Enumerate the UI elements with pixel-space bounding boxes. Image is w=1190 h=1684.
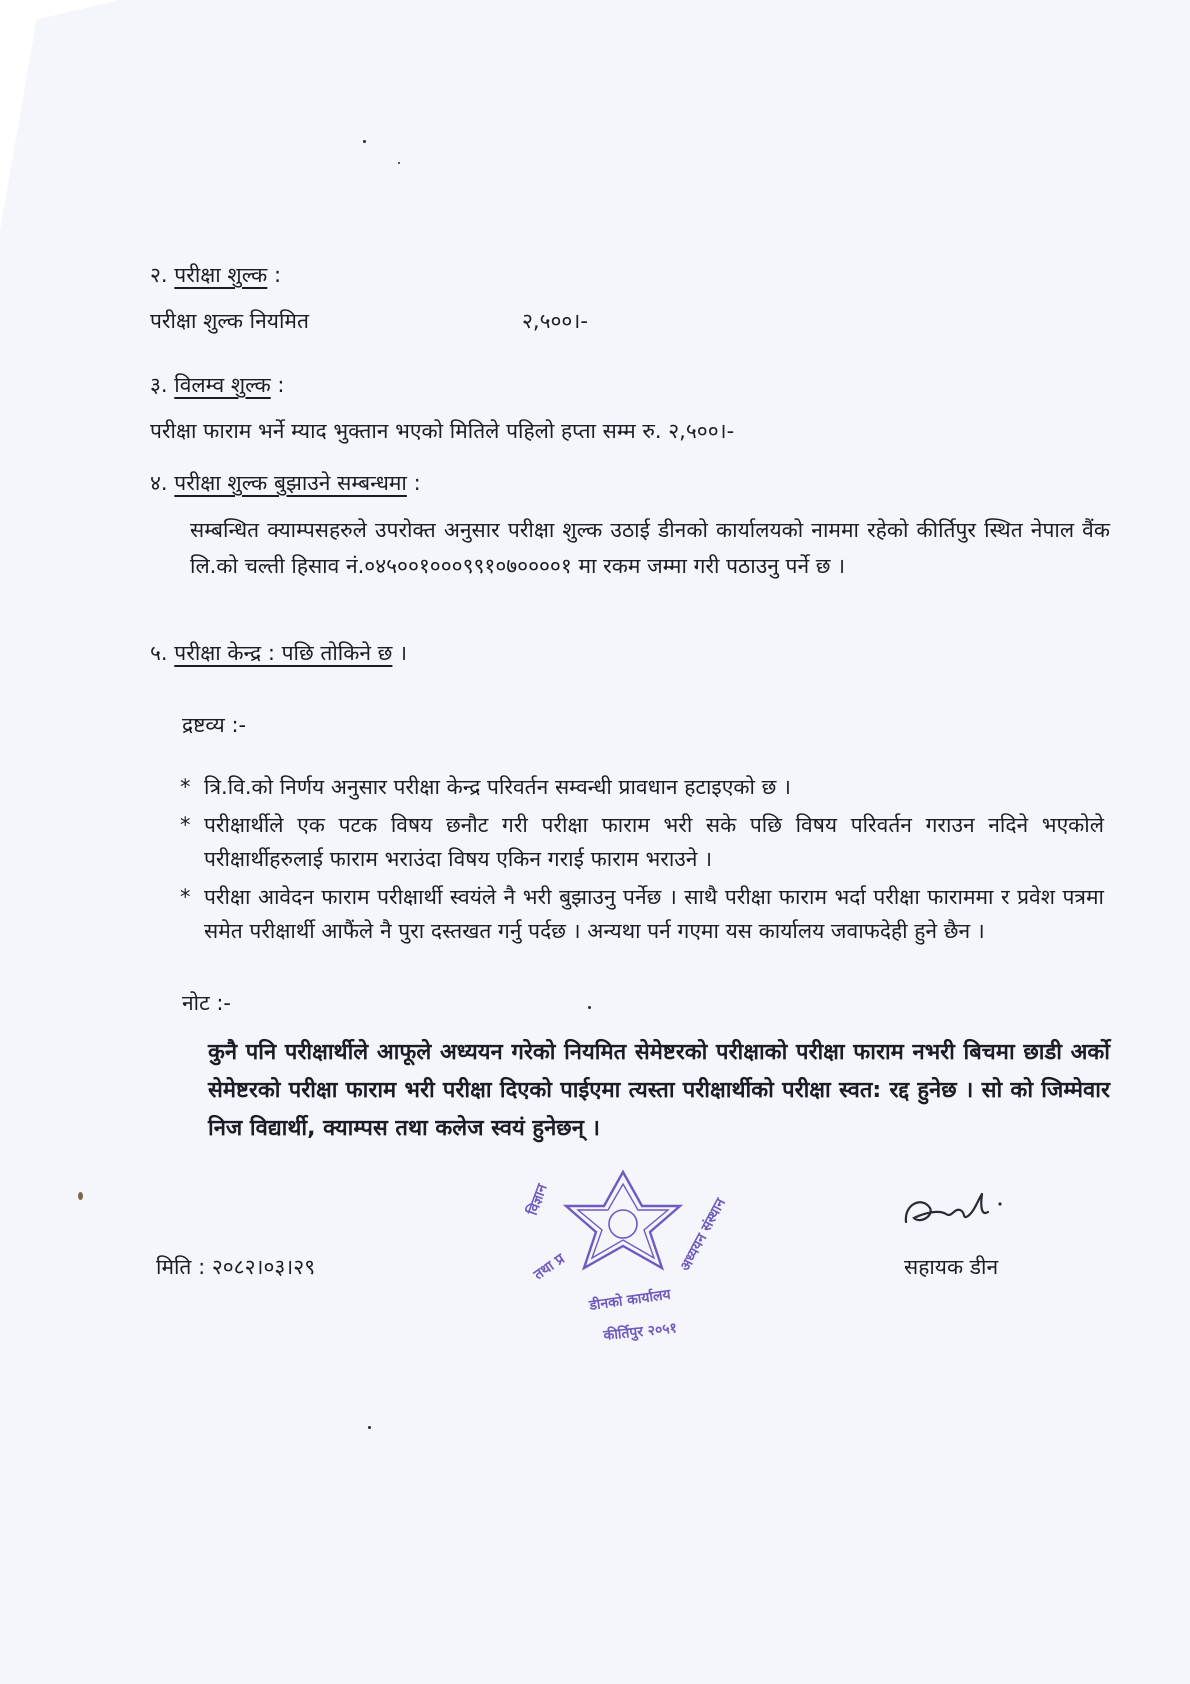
section-suffix: : — [413, 471, 421, 495]
section-suffix: । — [399, 641, 408, 665]
signature-mark — [896, 1182, 1016, 1242]
section-suffix: : — [274, 263, 282, 287]
svg-text:अध्ययन संस्थान: अध्ययन संस्थान — [677, 1195, 730, 1274]
speck — [588, 1006, 591, 1009]
section-number: २. — [150, 263, 168, 287]
bullet-marker: * — [180, 813, 191, 837]
bullet-marker: * — [180, 775, 191, 799]
svg-text:कीर्तिपुर २०५१: कीर्तिपुर २०५१ — [602, 1320, 678, 1344]
note-text: कुनै पनि परीक्षार्थीले आफूले अध्ययन गरेको नियमित सेमेष्टरको परीक्षाको परीक्षा फाराम नभरी बिचमा छाडी अर्को सेमेष्टरको परीक्षा फाराम भरी परीक्षा दिएको पाईएमा त्यस्ता परीक्षार्थीको परीक्षा स्वत: रद्द हुनेछ । सो को जिम्मेवार निज विद्यार्थी, क्याम्पस तथा कलेज स्वयं हुनेछन् । — [208, 1040, 1110, 1141]
folded-corner-edge — [0, 0, 120, 28]
svg-text:तथा प्र: तथा प्र — [531, 1251, 568, 1284]
remark-text: परीक्षार्थीले एक पटक विषय छनौट गरी परीक्षा फाराम भरी सके पछि विषय परिवर्तन गराउन नदिने भएकोले परीक्षार्थीहरुलाई फाराम भराउंदा विषय एकिन गराई फाराम भराउने । — [204, 813, 1104, 871]
remark-item — [180, 808, 1110, 876]
fee-payment-text: सम्बन्धित क्याम्पसहरुले उपरोक्त अनुसार परीक्षा शुल्क उठाई डीनको कार्यालयको नाममा रहेको कीर्तिपुर स्थित नेपाल वैंक लि.को चल्ती हिसाव नं.०४५००१०००९९१०७००००१ मा रकम जम्मा गरी पठाउनु पर्ने छ । — [190, 518, 1110, 578]
remarks-label: द्रष्टव्य :- — [182, 713, 247, 737]
section-suffix: : — [277, 373, 285, 397]
note-label: नोट :- — [182, 991, 232, 1015]
section-number: ५. — [150, 641, 168, 665]
late-fee-text: परीक्षा फाराम भर्ने म्याद भुक्तान भएको मितिले पहिलो हप्ता सम्म रु. २,५००।- — [150, 419, 735, 443]
bullet-marker: * — [180, 885, 191, 909]
speck — [398, 162, 400, 164]
section-title: विलम्व शुल्क — [174, 373, 271, 397]
svg-text:डीनको कार्यालय: डीनको कार्यालय — [588, 1286, 672, 1314]
svg-text:विज्ञान: विज्ञान — [524, 1182, 551, 1218]
section-title: परीक्षा शुल्क बुझाउने सम्बन्धमा — [174, 471, 407, 495]
fee-payment-heading — [150, 468, 421, 498]
exam-fee-value: २,५००।- — [522, 309, 588, 333]
late-fee-heading — [150, 370, 284, 400]
section-number: ४. — [150, 471, 168, 495]
exam-center-heading — [150, 638, 407, 668]
remark-item — [180, 770, 1110, 804]
remark-text: त्रि.वि.को निर्णय अनुसार परीक्षा केन्द्र परिवर्तन सम्वन्धी प्रावधान हटाइएको छ । — [204, 775, 791, 799]
exam-fee-heading — [150, 260, 281, 290]
section-number: ३. — [150, 373, 168, 397]
section-title: परीक्षा केन्द्र : पछि तोकिने छ — [174, 641, 393, 665]
section-title: परीक्षा शुल्क — [174, 263, 268, 287]
remark-item — [180, 880, 1110, 982]
remark-text: परीक्षा आवेदन फाराम परीक्षार्थी स्वयंले नै भरी बुझाउनु पर्नेछ । साथै परीक्षा फाराम भर्दा परीक्षा फाराममा र प्रवेश पत्रमा समेत परीक्षार्थी आफैंले नै पुरा दस्तखत गर्नु पर्दछ । अन्यथा पर्न गएमा यस कार्यालय जवाफदेही हुने छैन । — [204, 885, 1104, 943]
folded-corner — [0, 0, 40, 230]
date-line: मिति : २०८२।०३।२९ — [156, 1255, 316, 1279]
speck — [363, 140, 366, 143]
speck — [78, 1192, 83, 1200]
exam-fee-label: परीक्षा शुल्क नियमित — [150, 309, 309, 333]
signer-title: सहायक डीन — [904, 1255, 999, 1279]
speck — [368, 1426, 371, 1429]
office-stamp — [508, 1162, 738, 1352]
